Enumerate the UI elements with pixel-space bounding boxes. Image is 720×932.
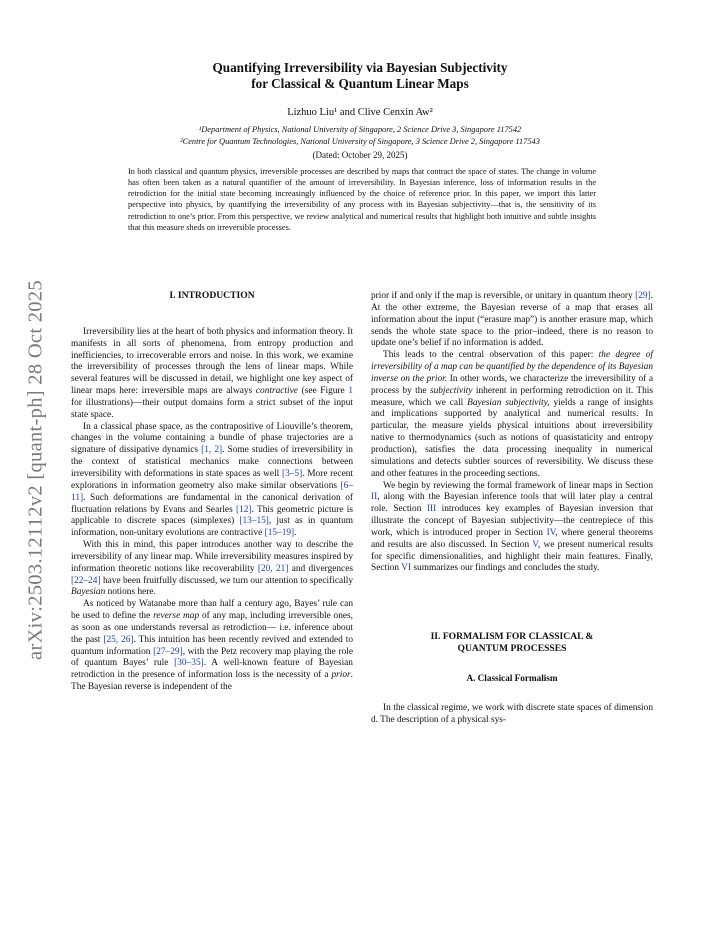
- citation-link[interactable]: [29]: [635, 291, 651, 301]
- affiliation-1: ¹Department of Physics, National University of Singapore, 2 Science Drive 3, Singapore 117542: [198, 125, 522, 134]
- arxiv-identifier: arXiv:2503.12112v2 [quant-ph] 28 Oct 2025: [24, 280, 47, 660]
- abstract: In both classical and quantum physics, irreversible processes are described by maps that contract the space of states. The change in volume has often been taken as a natural quantifier of the amount of irreversibility. In Bayesian inference, loss of information results in the retrodiction for the initial state becoming increasingly influenced by the choice of reference prior. In this paper, we import this latter perspective into physics, by quantifying the irreversibility of any process with its Bayesian subjectivity—that is, the sensitivity of its retrodiction to one’s prior. From this perspective, we review analytical and numerical results that highlight both intuitive and subtle insights that this measure sheds on irreversible processes.: [128, 167, 596, 232]
- intro-paragraph-1: Irreversibility lies at the heart of both physics and information theory. It manifests in all sorts of phenomena, from entropy production and inefficiencies, to irrecoverable errors and noise. In this work, we examine the irreversibility of processes through the lens of linear maps. While several features will be discussed in detail, we highlight one key aspect of linear maps here: irreversible maps are always contractive (see Figure 1 for illustrations)—their output domains form a strict subset of the input state space.: [71, 326, 353, 420]
- arxiv-sidebar: [0, 0, 60, 932]
- section-ref-link[interactable]: V: [532, 539, 538, 550]
- title-line-1: Quantifying Irreversibility via Bayesian Subjectivity: [212, 60, 508, 75]
- intro-paragraph-5: prior if and only if the map is reversible, or unitary in quantum theory [29]. At the other extreme, the Bayesian reverse of a map that erases all information about the input (“erasure map”) is another erasure map, which sends the whole state space to the prior–indeed, there is no reason to update one’s belief if no information is added.: [371, 291, 653, 349]
- paper-title: [120, 60, 600, 91]
- section-heading-introduction: I. INTRODUCTION: [169, 290, 255, 301]
- citation-link[interactable]: [15–19]: [264, 528, 295, 539]
- left-column: [71, 287, 353, 694]
- section-ref-link[interactable]: IV: [546, 527, 556, 538]
- intro-paragraph-7: We begin by reviewing the formal framework of linear maps in Section II, along with the Bayesian inference tools that will later play a central role. Section III introduces key examples of Bayesian inversion that illustrate the concept of Bayesian subjectivity—the centrepiece of this work, which is introduced proper in Section IV, where general theorems and results are also discussed. In Section V, we present numerical results for specific dimensionalities, and highlight their main features. Finally, Section VI summarizes our findings and concludes the study.: [371, 480, 654, 574]
- authors: Lizhuo Liu¹ and Clive Cenxin Aw²: [287, 107, 433, 118]
- citation-link[interactable]: [3–5]: [281, 468, 303, 479]
- right-column: [371, 291, 653, 726]
- citation-link[interactable]: [6–11]: [71, 480, 353, 503]
- section-ref-link[interactable]: II: [371, 492, 378, 503]
- citation-link[interactable]: [20, 21]: [257, 563, 289, 574]
- citation-link[interactable]: [27–29]: [153, 646, 183, 657]
- intro-paragraph-3: With this in mind, this paper introduces another way to describe the irreversibility of any linear map. While irreversibility measures inspired by information theoretic notions like recoverability [20, 21] and divergences [22–24] have been fruitfully discussed, we turn our attention to specifically Bayesian notions here.: [71, 540, 353, 598]
- citation-link[interactable]: [25, 26]: [103, 634, 134, 645]
- title-line-2: for Classical & Quantum Linear Maps: [251, 75, 469, 91]
- section-ref-link[interactable]: III: [426, 504, 437, 515]
- subsection-heading-classical: A. Classical Formalism: [466, 672, 558, 683]
- intro-paragraph-6: This leads to the central observation of this paper: the degree of irreversibility of a map can be quantified by the dependence of its Bayesian inverse on the prior. In other words, we characterize the irreversibility of a process by the subjectivity inherent in performing retrodiction on it. This measure, which we call Bayesian subjectivity, yields a range of insights and implications supported by analytical and numerical results. In particular, the measure yields physical intuitions about irreversibility native to thermodynamics (such as notions of quasistaticity and entropy production), satisfies the data processing inequality in numerical simulations and detects subtler sources of reversibility. We discuss these and other features in the proceeding sections.: [371, 350, 653, 479]
- figure-ref-link[interactable]: 1: [348, 386, 353, 397]
- citation-link[interactable]: [30–35]: [174, 658, 204, 669]
- citation-link[interactable]: [12]: [235, 504, 252, 515]
- formalism-paragraph-1: In the classical regime, we work with discrete state spaces of dimension d. The description of a physical sys-: [371, 702, 653, 725]
- dated: (Dated: October 29, 2025): [312, 150, 408, 160]
- affiliation-2: ²Centre for Quantum Technologies, National University of Singapore, 3 Science Drive 2, Singapore 117543: [180, 137, 540, 146]
- citation-link[interactable]: [22–24]: [71, 575, 101, 586]
- citation-link[interactable]: [13–15]: [239, 516, 269, 527]
- intro-paragraph-4: As noticed by Watanabe more than half a century ago, Bayes’ rule can be used to define the reverse map of any map, including irreversible ones, as soon as one understands reversal as retrodiction— i.e. inference about the past [25, 26]. This intuition has been recently revived and extended to quantum information [27–29], with the Petz recovery map playing the role of quantum Bayes’ rule [30–35]. A well-known feature of Bayesian retrodiction in the presence of information loss is the necessity of a prior. The Bayesian reverse is independent of the: [71, 599, 354, 693]
- section-ref-link[interactable]: VI: [401, 563, 412, 574]
- citation-link[interactable]: [1, 2]: [201, 445, 223, 456]
- intro-paragraph-2: In a classical phase space, as the contrapositive of Liouville’s theorem, changes in the volume containing a bundle of phase trajectories are a signature of dissipative dynamics [1, 2]. Some studies of irreversibility in the context of statistical mechanics make connections between irreversibility with deformations in state spaces as well [3–5]. More recent explorations in information geometry also make similar observations [6–11]. Such deformations are fundamental in the canonical derivation of fluctuation relations by Evans and Searles [12]. This geometric picture is applicable to discrete spaces (simplexes) [13–15], just as in quantum information, non-unitary evolutions are contractive [15–19].: [71, 421, 354, 539]
- section-heading-formalism: II. FORMALISM FOR CLASSICAL & QUANTUM PROCESSES: [430, 631, 594, 655]
